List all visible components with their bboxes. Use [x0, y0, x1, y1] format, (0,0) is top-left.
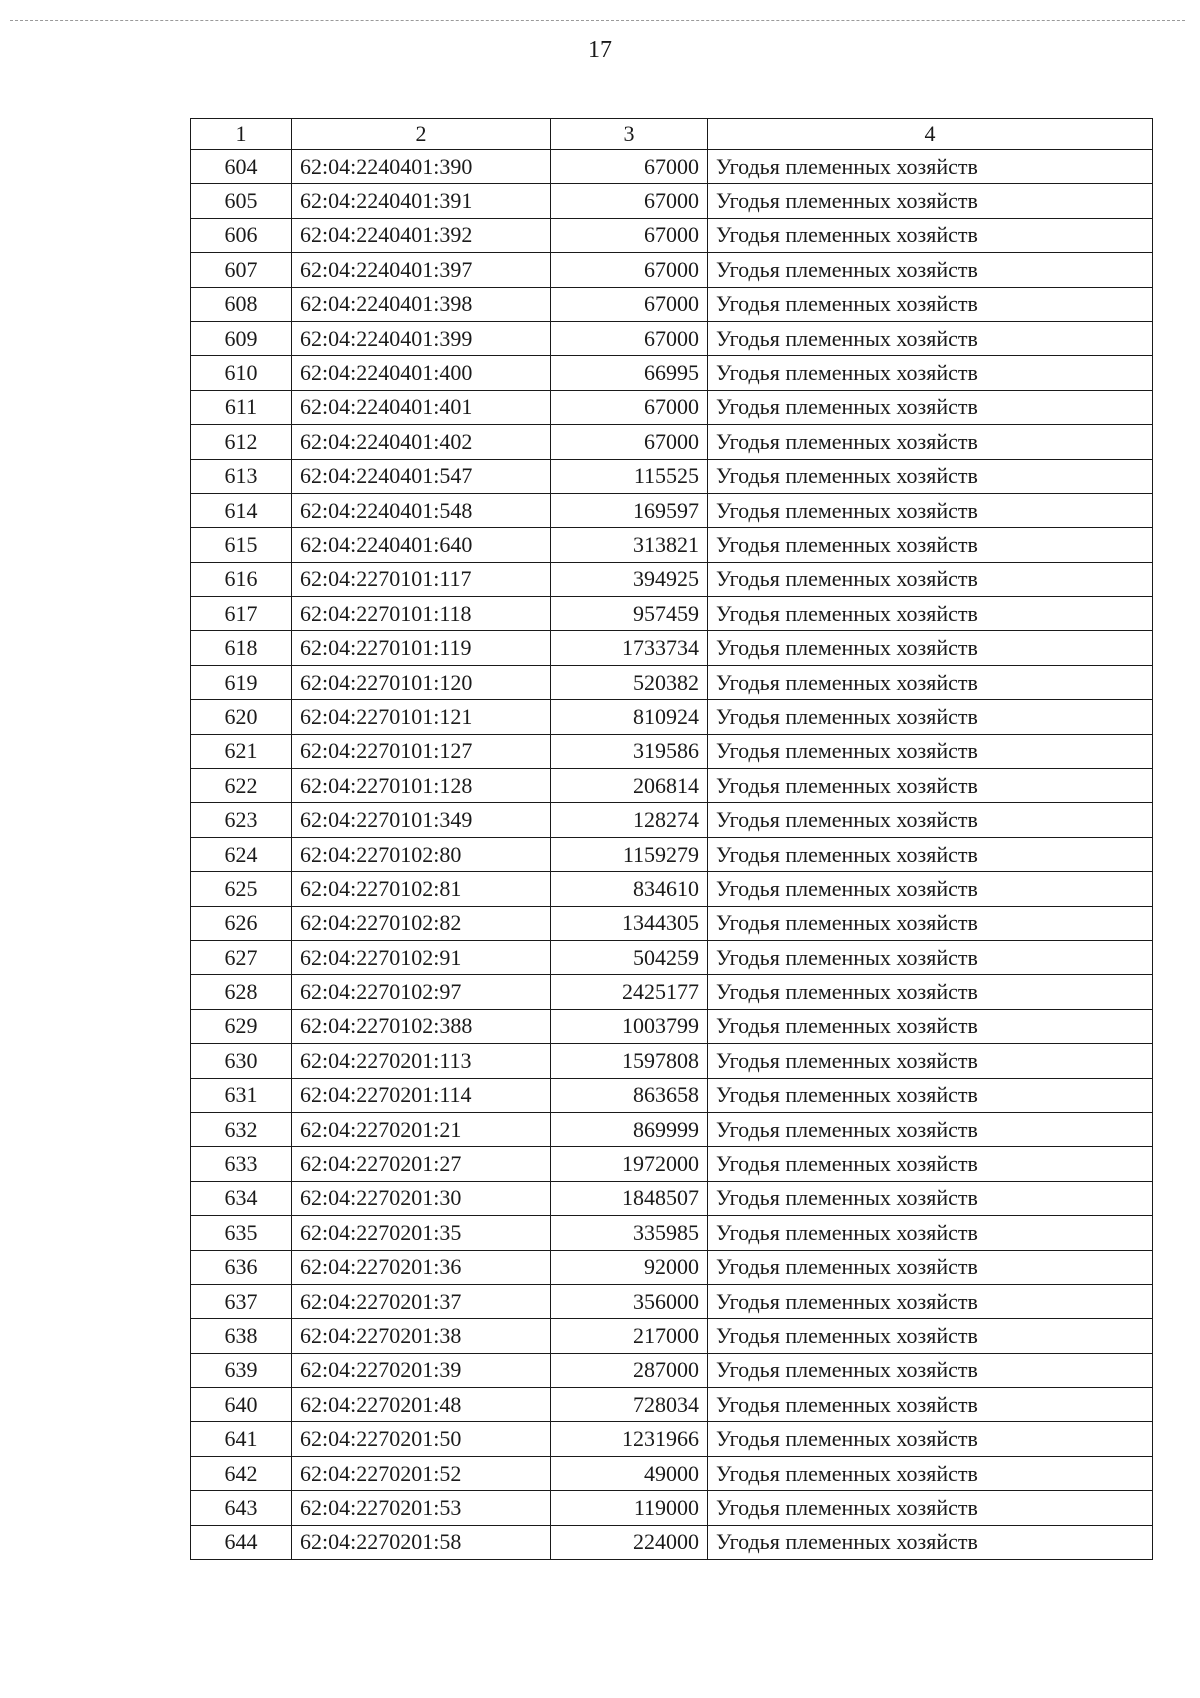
land-category-cell: Угодья племенных хозяйств [708, 906, 1153, 940]
table-row [191, 1009, 1153, 1043]
row-number-cell: 634 [191, 1181, 292, 1215]
table-row [191, 1388, 1153, 1422]
area-cell: 520382 [551, 665, 708, 699]
row-number-cell: 605 [191, 184, 292, 218]
row-number-cell: 637 [191, 1284, 292, 1318]
area-cell: 67000 [551, 425, 708, 459]
cadastral-number-cell: 62:04:2270102:97 [292, 975, 551, 1009]
table-row [191, 940, 1153, 974]
cadastral-number-cell: 62:04:2270201:113 [292, 1044, 551, 1078]
land-parcels-table [190, 118, 1153, 1560]
area-cell: 504259 [551, 940, 708, 974]
area-cell: 119000 [551, 1491, 708, 1525]
area-cell: 67000 [551, 287, 708, 321]
area-cell: 287000 [551, 1353, 708, 1387]
land-category-cell: Угодья племенных хозяйств [708, 940, 1153, 974]
area-cell: 67000 [551, 253, 708, 287]
row-number-cell: 633 [191, 1147, 292, 1181]
row-number-cell: 608 [191, 287, 292, 321]
cadastral-number-cell: 62:04:2270101:128 [292, 769, 551, 803]
land-category-cell: Угодья племенных хозяйств [708, 1388, 1153, 1422]
area-cell: 206814 [551, 769, 708, 803]
area-cell: 394925 [551, 562, 708, 596]
area-cell: 49000 [551, 1456, 708, 1490]
land-category-cell: Угодья племенных хозяйств [708, 734, 1153, 768]
area-cell: 128274 [551, 803, 708, 837]
area-cell: 67000 [551, 184, 708, 218]
row-number-cell: 626 [191, 906, 292, 940]
land-category-cell: Угодья племенных хозяйств [708, 253, 1153, 287]
row-number-cell: 612 [191, 425, 292, 459]
row-number-cell: 640 [191, 1388, 292, 1422]
land-category-cell: Угодья племенных хозяйств [708, 975, 1153, 1009]
cadastral-number-cell: 62:04:2240401:398 [292, 287, 551, 321]
table-row [191, 1250, 1153, 1284]
area-cell: 356000 [551, 1284, 708, 1318]
row-number-cell: 611 [191, 390, 292, 424]
land-category-cell: Угодья племенных хозяйств [708, 631, 1153, 665]
land-category-cell: Угодья племенных хозяйств [708, 390, 1153, 424]
table-row [191, 906, 1153, 940]
table-row [191, 425, 1153, 459]
area-cell: 1344305 [551, 906, 708, 940]
land-category-cell: Угодья племенных хозяйств [708, 872, 1153, 906]
row-number-cell: 628 [191, 975, 292, 1009]
cadastral-number-cell: 62:04:2240401:400 [292, 356, 551, 390]
row-number-cell: 639 [191, 1353, 292, 1387]
cadastral-number-cell: 62:04:2240401:392 [292, 218, 551, 252]
land-category-cell: Угодья племенных хозяйств [708, 1181, 1153, 1215]
column-header-3: 3 [551, 119, 708, 150]
row-number-cell: 631 [191, 1078, 292, 1112]
row-number-cell: 606 [191, 218, 292, 252]
land-category-cell: Угодья племенных хозяйств [708, 493, 1153, 527]
table-row [191, 1181, 1153, 1215]
land-category-cell: Угодья племенных хозяйств [708, 769, 1153, 803]
table-row [191, 287, 1153, 321]
table-row [191, 597, 1153, 631]
area-cell: 1733734 [551, 631, 708, 665]
cadastral-number-cell: 62:04:2270101:118 [292, 597, 551, 631]
area-cell: 834610 [551, 872, 708, 906]
land-category-cell: Угодья племенных хозяйств [708, 425, 1153, 459]
area-cell: 957459 [551, 597, 708, 631]
table-row [191, 1525, 1153, 1559]
row-number-cell: 609 [191, 321, 292, 355]
table-row [191, 253, 1153, 287]
row-number-cell: 610 [191, 356, 292, 390]
table-row [191, 665, 1153, 699]
page-number: 17 [588, 37, 612, 63]
area-cell: 217000 [551, 1319, 708, 1353]
scan-edge-line [10, 20, 1185, 21]
row-number-cell: 625 [191, 872, 292, 906]
table-row [191, 803, 1153, 837]
land-category-cell: Угодья племенных хозяйств [708, 287, 1153, 321]
land-category-cell: Угодья племенных хозяйств [708, 837, 1153, 871]
table-row [191, 1078, 1153, 1112]
area-cell: 863658 [551, 1078, 708, 1112]
land-category-cell: Угодья племенных хозяйств [708, 700, 1153, 734]
table-row [191, 562, 1153, 596]
area-cell: 2425177 [551, 975, 708, 1009]
cadastral-number-cell: 62:04:2270102:82 [292, 906, 551, 940]
cadastral-number-cell: 62:04:2240401:391 [292, 184, 551, 218]
land-category-cell: Угодья племенных хозяйств [708, 1284, 1153, 1318]
cadastral-number-cell: 62:04:2240401:399 [292, 321, 551, 355]
cadastral-number-cell: 62:04:2270201:58 [292, 1525, 551, 1559]
row-number-cell: 643 [191, 1491, 292, 1525]
area-cell: 335985 [551, 1216, 708, 1250]
area-cell: 67000 [551, 150, 708, 184]
land-category-cell: Угодья племенных хозяйств [708, 150, 1153, 184]
row-number-cell: 632 [191, 1112, 292, 1146]
row-number-cell: 620 [191, 700, 292, 734]
row-number-cell: 642 [191, 1456, 292, 1490]
land-category-cell: Угодья племенных хозяйств [708, 1422, 1153, 1456]
row-number-cell: 618 [191, 631, 292, 665]
cadastral-number-cell: 62:04:2270102:388 [292, 1009, 551, 1043]
land-category-cell: Угодья племенных хозяйств [708, 803, 1153, 837]
table-row [191, 872, 1153, 906]
cadastral-number-cell: 62:04:2270201:37 [292, 1284, 551, 1318]
cadastral-number-cell: 62:04:2270101:120 [292, 665, 551, 699]
area-cell: 115525 [551, 459, 708, 493]
cadastral-number-cell: 62:04:2270201:27 [292, 1147, 551, 1181]
land-category-cell: Угодья племенных хозяйств [708, 1216, 1153, 1250]
cadastral-number-cell: 62:04:2270201:21 [292, 1112, 551, 1146]
table-row [191, 1216, 1153, 1250]
area-cell: 224000 [551, 1525, 708, 1559]
cadastral-number-cell: 62:04:2270201:39 [292, 1353, 551, 1387]
area-cell: 810924 [551, 700, 708, 734]
table-row [191, 459, 1153, 493]
row-number-cell: 641 [191, 1422, 292, 1456]
cadastral-number-cell: 62:04:2270201:38 [292, 1319, 551, 1353]
row-number-cell: 615 [191, 528, 292, 562]
cadastral-number-cell: 62:04:2240401:390 [292, 150, 551, 184]
land-category-cell: Угодья племенных хозяйств [708, 459, 1153, 493]
cadastral-number-cell: 62:04:2270101:349 [292, 803, 551, 837]
land-category-cell: Угодья племенных хозяйств [708, 1525, 1153, 1559]
table-row [191, 1319, 1153, 1353]
table-body [191, 150, 1153, 1560]
table-row [191, 390, 1153, 424]
column-header-2: 2 [292, 119, 551, 150]
land-category-cell: Угодья племенных хозяйств [708, 356, 1153, 390]
row-number-cell: 644 [191, 1525, 292, 1559]
column-header-4: 4 [708, 119, 1153, 150]
row-number-cell: 638 [191, 1319, 292, 1353]
table-row [191, 1112, 1153, 1146]
cadastral-number-cell: 62:04:2270101:121 [292, 700, 551, 734]
area-cell: 169597 [551, 493, 708, 527]
land-category-cell: Угодья племенных хозяйств [708, 218, 1153, 252]
land-category-cell: Угодья племенных хозяйств [708, 665, 1153, 699]
table-row [191, 700, 1153, 734]
cadastral-number-cell: 62:04:2270101:127 [292, 734, 551, 768]
cadastral-number-cell: 62:04:2270102:80 [292, 837, 551, 871]
cadastral-number-cell: 62:04:2270102:91 [292, 940, 551, 974]
land-category-cell: Угодья племенных хозяйств [708, 184, 1153, 218]
area-cell: 1003799 [551, 1009, 708, 1043]
area-cell: 67000 [551, 218, 708, 252]
cadastral-number-cell: 62:04:2270201:53 [292, 1491, 551, 1525]
area-cell: 319586 [551, 734, 708, 768]
row-number-cell: 629 [191, 1009, 292, 1043]
row-number-cell: 613 [191, 459, 292, 493]
table-header [191, 119, 1153, 150]
row-number-cell: 621 [191, 734, 292, 768]
row-number-cell: 607 [191, 253, 292, 287]
land-category-cell: Угодья племенных хозяйств [708, 1353, 1153, 1387]
cadastral-number-cell: 62:04:2270201:114 [292, 1078, 551, 1112]
row-number-cell: 624 [191, 837, 292, 871]
row-number-cell: 635 [191, 1216, 292, 1250]
table-row [191, 631, 1153, 665]
area-cell: 1597808 [551, 1044, 708, 1078]
area-cell: 869999 [551, 1112, 708, 1146]
cadastral-number-cell: 62:04:2270101:117 [292, 562, 551, 596]
land-category-cell: Угодья племенных хозяйств [708, 597, 1153, 631]
land-category-cell: Угодья племенных хозяйств [708, 562, 1153, 596]
table-row [191, 493, 1153, 527]
area-cell: 1159279 [551, 837, 708, 871]
land-category-cell: Угодья племенных хозяйств [708, 1009, 1153, 1043]
cadastral-number-cell: 62:04:2270102:81 [292, 872, 551, 906]
area-cell: 92000 [551, 1250, 708, 1284]
table-row [191, 769, 1153, 803]
cadastral-number-cell: 62:04:2240401:640 [292, 528, 551, 562]
table-row [191, 1284, 1153, 1318]
row-number-cell: 622 [191, 769, 292, 803]
area-cell: 1972000 [551, 1147, 708, 1181]
table-row [191, 1353, 1153, 1387]
area-cell: 1848507 [551, 1181, 708, 1215]
row-number-cell: 627 [191, 940, 292, 974]
row-number-cell: 614 [191, 493, 292, 527]
area-cell: 66995 [551, 356, 708, 390]
table-row [191, 150, 1153, 184]
table-row [191, 218, 1153, 252]
area-cell: 1231966 [551, 1422, 708, 1456]
area-cell: 313821 [551, 528, 708, 562]
table-row [191, 1491, 1153, 1525]
row-number-cell: 636 [191, 1250, 292, 1284]
table-row [191, 1147, 1153, 1181]
cadastral-number-cell: 62:04:2270201:50 [292, 1422, 551, 1456]
table-row [191, 734, 1153, 768]
row-number-cell: 630 [191, 1044, 292, 1078]
area-cell: 67000 [551, 390, 708, 424]
table-row [191, 1422, 1153, 1456]
cadastral-number-cell: 62:04:2270201:36 [292, 1250, 551, 1284]
table-row [191, 1456, 1153, 1490]
land-category-cell: Угодья племенных хозяйств [708, 1147, 1153, 1181]
table-row [191, 975, 1153, 1009]
cadastral-number-cell: 62:04:2270201:35 [292, 1216, 551, 1250]
land-category-cell: Угодья племенных хозяйств [708, 1456, 1153, 1490]
cadastral-number-cell: 62:04:2240401:402 [292, 425, 551, 459]
cadastral-number-cell: 62:04:2240401:548 [292, 493, 551, 527]
table-row [191, 1044, 1153, 1078]
cadastral-number-cell: 62:04:2240401:397 [292, 253, 551, 287]
row-number-cell: 623 [191, 803, 292, 837]
land-category-cell: Угодья племенных хозяйств [708, 1319, 1153, 1353]
table-row [191, 356, 1153, 390]
land-category-cell: Угодья племенных хозяйств [708, 1250, 1153, 1284]
header-row [191, 119, 1153, 150]
land-category-cell: Угодья племенных хозяйств [708, 321, 1153, 355]
land-category-cell: Угодья племенных хозяйств [708, 1491, 1153, 1525]
cadastral-number-cell: 62:04:2240401:401 [292, 390, 551, 424]
table-row [191, 528, 1153, 562]
area-cell: 67000 [551, 321, 708, 355]
table-row [191, 184, 1153, 218]
cadastral-number-cell: 62:04:2270201:52 [292, 1456, 551, 1490]
table-row [191, 321, 1153, 355]
land-category-cell: Угодья племенных хозяйств [708, 1078, 1153, 1112]
row-number-cell: 619 [191, 665, 292, 699]
row-number-cell: 604 [191, 150, 292, 184]
land-category-cell: Угодья племенных хозяйств [708, 1044, 1153, 1078]
land-category-cell: Угодья племенных хозяйств [708, 1112, 1153, 1146]
cadastral-number-cell: 62:04:2240401:547 [292, 459, 551, 493]
row-number-cell: 617 [191, 597, 292, 631]
cadastral-number-cell: 62:04:2270201:48 [292, 1388, 551, 1422]
land-category-cell: Угодья племенных хозяйств [708, 528, 1153, 562]
cadastral-number-cell: 62:04:2270101:119 [292, 631, 551, 665]
table-row [191, 837, 1153, 871]
cadastral-number-cell: 62:04:2270201:30 [292, 1181, 551, 1215]
column-header-1: 1 [191, 119, 292, 150]
row-number-cell: 616 [191, 562, 292, 596]
area-cell: 728034 [551, 1388, 708, 1422]
